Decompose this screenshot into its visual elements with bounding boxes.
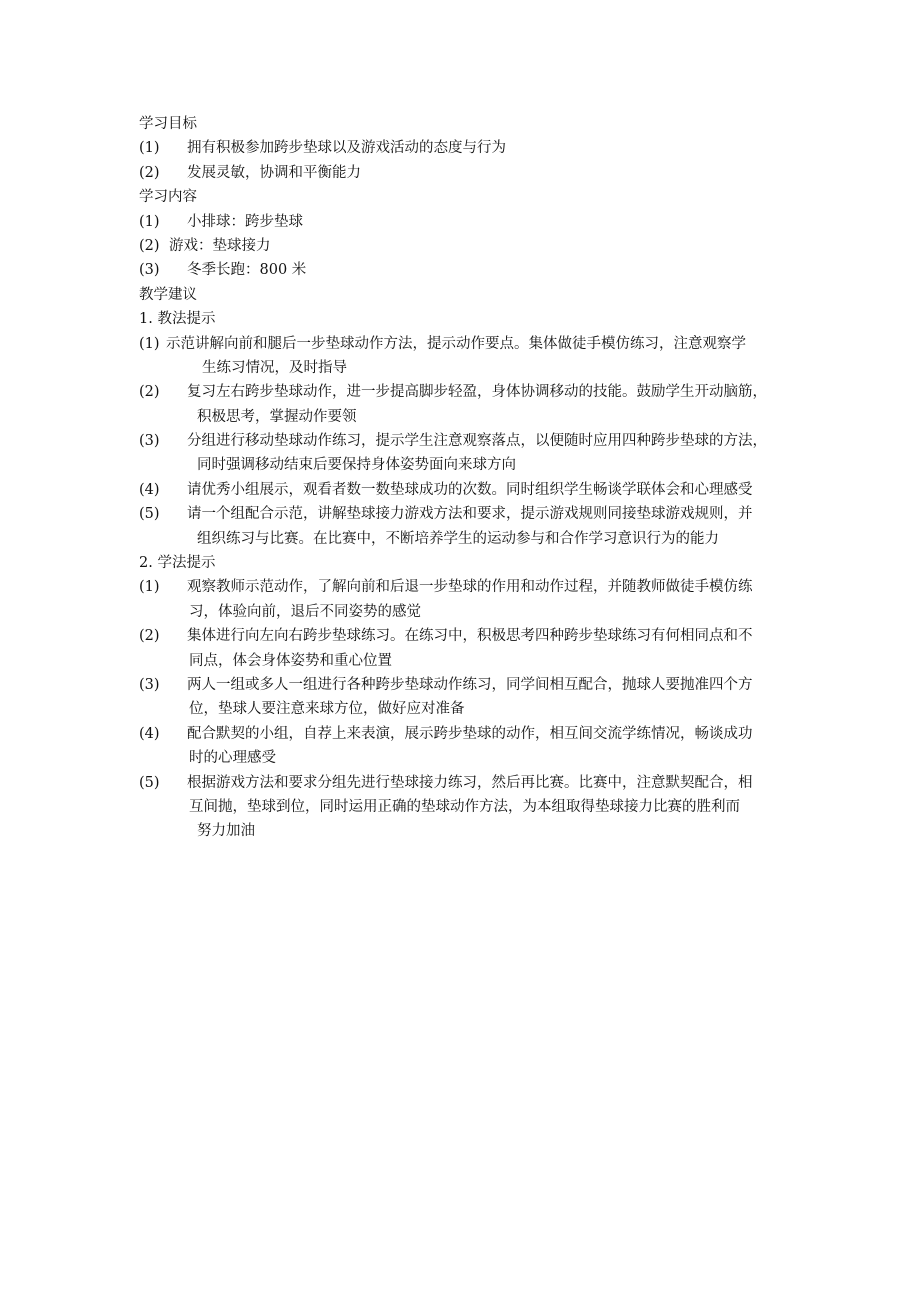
item-number: (4) xyxy=(139,481,160,498)
item-text-line1: 根据游戏方法和要求分组先进行垫球接力练习，然后再比赛。比赛中，注意默契配合，相 xyxy=(187,774,753,791)
item-text-line2: 时的心理感受 xyxy=(189,750,276,767)
item-number: (5) xyxy=(139,506,160,523)
item-text-line1: 复习左右跨步垫球动作，进一步提高脚步轻盈，身体协调移动的技能。鼓励学生开动脑筋， xyxy=(187,384,767,401)
item-text-line2: 位，垫球人要注意来球方位，做好应对准备 xyxy=(189,701,465,718)
item-number: (5) xyxy=(139,774,160,791)
item-number: (2) xyxy=(139,384,160,401)
item-text: 冬季长跑：800 米 xyxy=(187,262,307,279)
item-number: (1) xyxy=(139,335,160,352)
section-heading-goals: 学习目标 xyxy=(139,116,197,132)
learning-item-2 xyxy=(139,624,789,673)
learning-item-3 xyxy=(139,673,789,722)
item-number: (1) xyxy=(139,140,160,157)
content-item-2 xyxy=(139,234,789,258)
item-text-line1: 分组进行移动垫球动作练习，提示学生注意观察落点，以便随时应用四种跨步垫球的方法， xyxy=(187,433,767,450)
document-page xyxy=(139,112,789,844)
item-text-line1: 两人一组或多人一组进行各种跨步垫球动作练习，同学间相互配合，抛球人要抛准四个方 xyxy=(187,676,753,693)
item-text-line2: 习，体验向前，退后不同姿势的感觉 xyxy=(189,603,421,620)
item-number: (2) xyxy=(139,628,160,645)
item-text: 小排球：跨步垫球 xyxy=(187,213,303,230)
item-number: (3) xyxy=(139,262,160,279)
item-text-line3: 努力加油 xyxy=(197,823,255,840)
subheading-teaching: 1. 教法提示 xyxy=(139,311,216,328)
item-text: 游戏：垫球接力 xyxy=(169,237,271,254)
learning-item-1 xyxy=(139,575,789,624)
item-text-line2: 积极思考，掌握动作要领 xyxy=(197,408,357,425)
learning-item-4 xyxy=(139,722,789,771)
item-text: 拥有积极参加跨步垫球以及游戏活动的态度与行为 xyxy=(187,140,506,157)
content-item-1 xyxy=(139,210,789,234)
item-text-line2: 生练习情况，及时指导 xyxy=(202,359,347,376)
item-text: 发展灵敏，协调和平衡能力 xyxy=(187,164,361,181)
item-text-line2: 互间抛，垫球到位，同时运用正确的垫球动作方法，为本组取得垫球接力比赛的胜利而 xyxy=(189,798,740,815)
item-number: (4) xyxy=(139,725,160,742)
section-heading-advice: 教学建议 xyxy=(139,286,197,303)
teaching-item-2 xyxy=(139,380,789,429)
item-number: (2) xyxy=(139,237,160,254)
item-text-line1: 请优秀小组展示，观看者数一数垫球成功的次数。同时组织学生畅谈学联体会和心理感受 xyxy=(187,481,753,498)
item-text-line2: 同时强调移动结束后要保持身体姿势面向来球方向 xyxy=(197,457,516,474)
item-number: (3) xyxy=(139,676,160,693)
teaching-item-3 xyxy=(139,429,789,478)
item-number: (1) xyxy=(139,579,160,596)
item-text-line1: 集体进行向左向右跨步垫球练习。在练习中，积极思考四种跨步垫球练习有何相同点和不 xyxy=(187,628,753,645)
goal-item-1 xyxy=(139,136,789,160)
item-text-line1: 示范讲解向前和腿后一步垫球动作方法，提示动作要点。集体做徒手模仿练习，注意观察学 xyxy=(166,335,746,352)
item-text-line2: 组织练习与比赛。在比赛中，不断培养学生的运动参与和合作学习意识行为的能力 xyxy=(197,530,719,547)
section-heading-content: 学习内容 xyxy=(139,189,197,206)
item-number: (2) xyxy=(139,164,160,181)
item-number: (1) xyxy=(139,213,160,230)
content-item-3 xyxy=(139,258,789,282)
item-text-line1: 观察教师示范动作，了解向前和后退一步垫球的作用和动作过程，并随教师做徒手模仿练 xyxy=(187,579,753,596)
teaching-item-1 xyxy=(139,332,789,381)
item-text-line1: 请一个组配合示范，讲解垫球接力游戏方法和要求，提示游戏规则同接垫球游戏规则，并 xyxy=(187,506,753,523)
item-number: (3) xyxy=(139,433,160,450)
learning-item-5 xyxy=(139,771,789,844)
teaching-item-4 xyxy=(139,478,789,502)
goal-item-2 xyxy=(139,161,789,185)
item-text-line2: 同点，体会身体姿势和重心位置 xyxy=(189,652,392,669)
item-text-line1: 配合默契的小组，自荐上来表演，展示跨步垫球的动作，相互间交流学练情况，畅谈成功 xyxy=(187,725,753,742)
teaching-item-5 xyxy=(139,502,789,551)
subheading-learning: 2. 学法提示 xyxy=(139,555,216,572)
